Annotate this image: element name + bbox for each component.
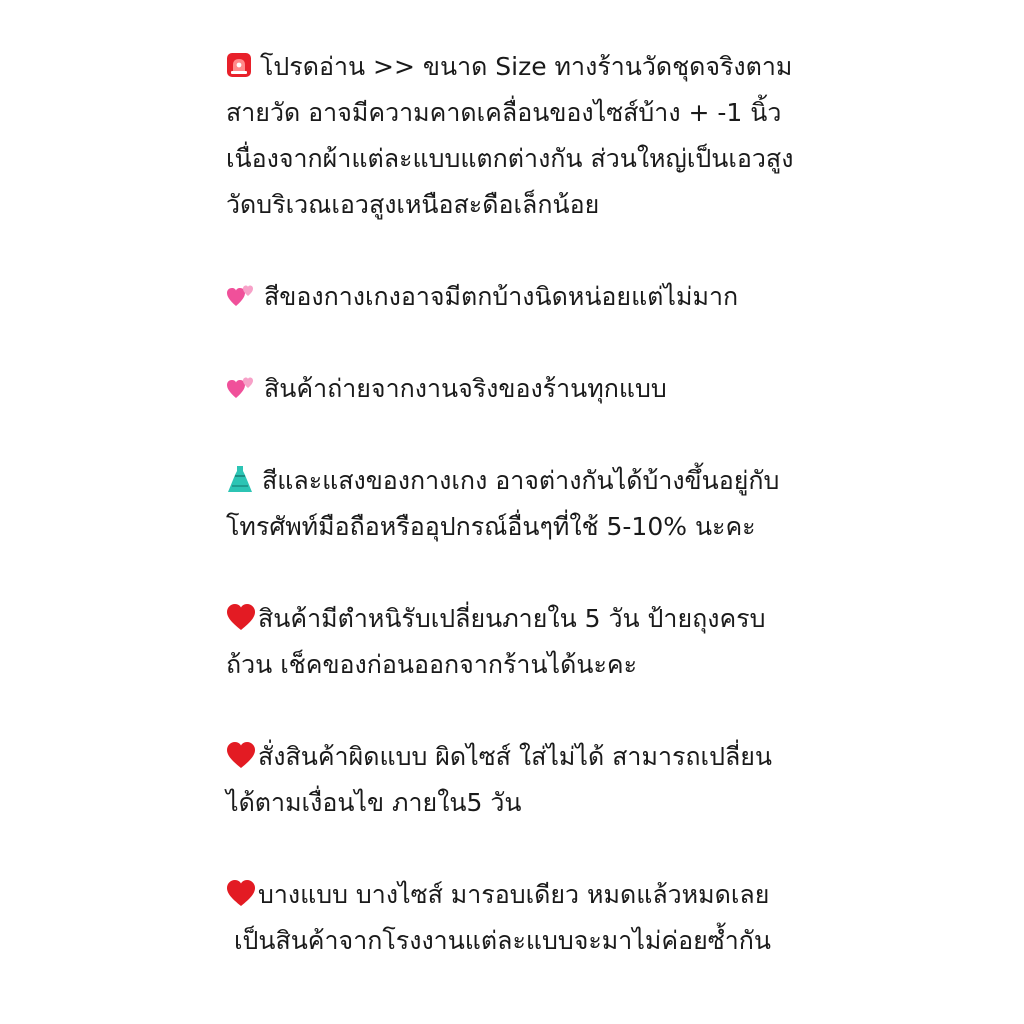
note-line: เป็นสินค้าจากโรงงานแต่ละแบบจะมาไม่ค่อยซ้ำกัน [226, 926, 771, 955]
note-line: สั่งสินค้าผิดแบบ ผิดไซส์ ใส่ไม่ได้ สามารถเปลี่ยน [258, 742, 773, 771]
red-heart-icon [226, 741, 256, 769]
note-color-variation [226, 458, 826, 550]
note-line: โทรศัพท์มือถือหรืออุปกรณ์อื่นๆที่ใช้ 5-10% นะคะ [226, 512, 756, 541]
note-line: บางแบบ บางไซส์ มารอบเดียว หมดแล้วหมดเลย [258, 880, 770, 909]
note-size-measurement [226, 44, 826, 228]
two-hearts-icon [226, 282, 256, 308]
note-line: สินค้าถ่ายจากงานจริงของร้านทุกแบบ [264, 374, 667, 403]
two-hearts-icon [226, 374, 256, 400]
note-line: โปรดอ่าน >> ขนาด Size ทางร้านวัดชุดจริงตาม [260, 52, 793, 81]
dress-icon [226, 464, 254, 494]
note-line: ได้ตามเงื่อนไข ภายใน5 วัน [226, 788, 522, 817]
red-heart-icon [226, 879, 256, 907]
note-line: สีของกางเกงอาจมีตกบ้างนิดหน่อยแต่ไม่มาก [264, 282, 739, 311]
siren-icon [226, 52, 252, 78]
note-color-fading [226, 274, 826, 320]
note-line: สายวัด อาจมีความคาดเคลื่อนของไซส์บ้าง + -1 นิ้ว [226, 98, 782, 127]
note-line: เนื่องจากผ้าแต่ละแบบแตกต่างกัน ส่วนใหญ่เป็นเอวสูง [226, 144, 794, 173]
red-heart-icon [226, 603, 256, 631]
note-line: สินค้ามีตำหนิรับเปลี่ยนภายใน 5 วัน ป้ายถุงครบ [258, 604, 766, 633]
note-line: วัดบริเวณเอวสูงเหนือสะดือเล็กน้อย [226, 190, 600, 219]
note-defect-exchange [226, 596, 826, 688]
note-line: สีและแสงของกางเกง อาจต่างกันได้บ้างขึ้นอยู่กับ [262, 466, 780, 495]
note-real-photos [226, 366, 826, 412]
note-line: ถ้วน เช็คของก่อนออกจากร้านได้นะคะ [226, 650, 638, 679]
note-wrong-order-exchange [226, 734, 826, 826]
note-limited-stock [226, 872, 826, 964]
